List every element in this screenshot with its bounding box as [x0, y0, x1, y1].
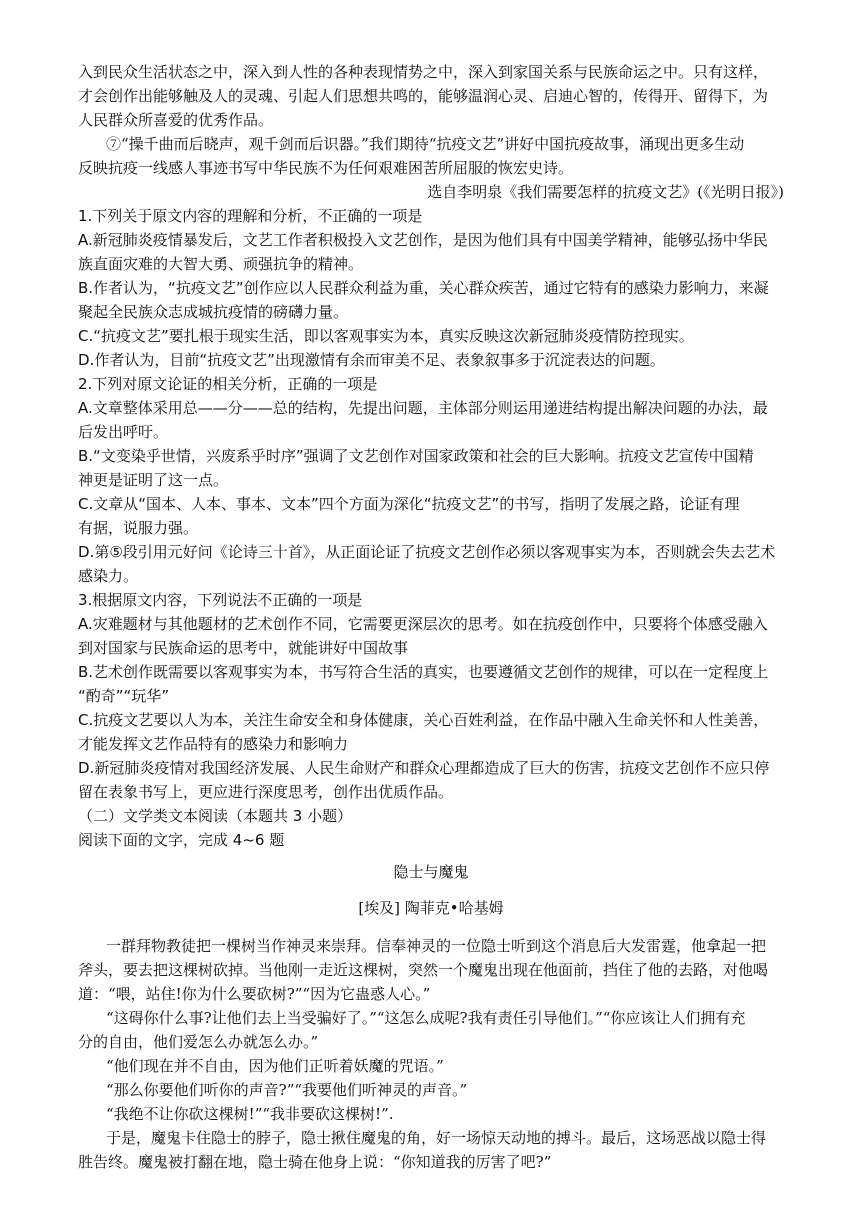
question-line: A.新冠肺炎疫情暴发后，文艺工作者积极投入文艺创作，是因为他们具有中国美学精神，能够弘扬中华民 — [78, 231, 768, 249]
story-line: 一群拜物教徒把一棵树当作神灵来崇拜。信奉神灵的一位隐士听到这个消息后大发雷霆，他拿起一把 — [106, 937, 767, 955]
story-line: “那么你要他们听你的声音?”“我要他们听神灵的声音。” — [106, 1081, 468, 1099]
question-line: B.“文变染乎世情，兴废系乎时序”强调了文艺创作对国家政策和社会的巨大影响。抗疫文艺宣传中国精 — [78, 447, 754, 465]
source-citation: 选自李明泉《我们需要怎样的抗疫文艺》(《光明日报》) — [427, 183, 784, 201]
question-line: C.抗疫文艺要以人为本，关注生命安全和身体健康，关心百姓利益，在作品中融入生命关怀和人性美善， — [78, 711, 769, 729]
story-line: 道：“喂，站住!你为什么要砍树?”“因为它蛊惑人心。” — [78, 985, 431, 1003]
question-line: 聚起全民族众志成城抗疫情的磅礴力量。 — [78, 303, 349, 321]
question-line: A.灾难题材与其他题材的艺术创作不同，它需要更深层次的思考。如在抗疫创作中，只要将个体感受融入 — [78, 615, 768, 633]
question-line: 3.根据原文内容，下列说法不正确的一项是 — [78, 591, 363, 609]
story-line: 分的自由，他们爱怎么办就怎么办。” — [78, 1033, 319, 1051]
story-author: [埃及] 陶菲克•哈基姆 — [358, 899, 504, 917]
question-line: B.艺术创作既需要以客观事实为本，书写符合生活的真实，也要遵循文艺创作的规律，可以在一定程度上 — [78, 663, 769, 681]
story-line: 斧头，要去把这棵树砍掉。当他刚一走近这棵树，突然一个魔鬼出现在他面前，挡住了他的去路，对他喝 — [78, 961, 769, 979]
question-line: 2.下列对原文论证的相关分析，正确的一项是 — [78, 375, 378, 393]
question-line: A.文章整体采用总——分——总的结构，先提出问题，主体部分则运用递进结构提出解决问题的办法，最 — [78, 399, 768, 417]
question-line: 有据，说服力强。 — [78, 519, 199, 537]
question-line: B.作者认为，“抗疫文艺”创作应以人民群众利益为重，关心群众疾苦，通过它特有的感染力影响力，来凝 — [78, 279, 769, 297]
question-line: 感染力。 — [78, 567, 139, 585]
question-line: 留在表象书写上，更应进行深度思考，创作出优质作品。 — [78, 783, 454, 801]
question-line: 神更是证明了这一点。 — [78, 471, 229, 489]
story-title: 隐士与魔鬼 — [393, 863, 469, 881]
question-line: 1.下列关于原文内容的理解和分析，不正确的一项是 — [78, 207, 423, 225]
question-line: 后发出呼吁。 — [78, 423, 169, 441]
section-heading: （二）文学类文本阅读（本题共 3 小题） — [78, 807, 353, 825]
passage-line: 入到民众生活状态之中，深入到人性的各种表现情势之中，深入到家国关系与民族命运之中。只有这样， — [78, 63, 769, 81]
question-line: D.第⑤段引用元好问《论诗三十首》，从正面论证了抗疫文艺创作必须以客观事实为本，否则就会失去艺术 — [78, 543, 776, 561]
question-line: D.作者认为，目前“抗疫文艺”出现激情有余而审美不足、表象叙事多于沉淀表达的问题。 — [78, 351, 665, 369]
story-line: 胜告终。魔鬼被打翻在地，隐士骑在他身上说：“你知道我的厉害了吧?” — [78, 1153, 552, 1171]
question-line: 到对国家与民族命运的思考中，就能讲好中国故事 — [78, 639, 409, 657]
passage-line: 人民群众所喜爱的优秀作品。 — [78, 111, 274, 129]
story-line: 于是，魔鬼卡住隐士的脖子，隐士揪住魔鬼的角，好一场惊天动地的搏斗。最后，这场恶战以隐士得 — [106, 1129, 767, 1147]
passage-line: ⑦“操千曲而后晓声，观千剑而后识器。”我们期待“抗疫文艺”讲好中国抗疫故事，涌现出更多生动 — [106, 135, 745, 153]
question-line: D.新冠肺炎疫情对我国经济发展、人民生命财产和群众心理都造成了巨大的伤害，抗疫文艺创作不应只停 — [78, 759, 770, 777]
question-line: C.“抗疫文艺”要扎根于现实生活，即以客观事实为本，真实反映这次新冠肺炎疫情防控现实。 — [78, 327, 694, 345]
passage-line: 反映抗疫一线感人事迹书写中华民族不为任何艰难困苦所屈服的恢宏史诗。 — [78, 159, 574, 177]
question-line: “酌奇”“玩华” — [78, 687, 170, 705]
question-line: C.文章从“国本、人本、事本、文本”四个方面为深化“抗疫文艺”的书写，指明了发展之路，论证有理 — [78, 495, 740, 513]
story-line: “这碍你什么事?让他们去上当受骗好了。”“这怎么成呢?我有责任引导他们。”“你应该让人们拥有充 — [106, 1009, 746, 1027]
passage-line: 才会创作出能够触及人的灵魂、引起人们思想共鸣的，能够温润心灵、启迪心智的，传得开、留得下，为 — [78, 87, 769, 105]
section-instruction: 阅读下面的文字，完成 4~6 题 — [78, 831, 285, 849]
story-line: “我绝不让你砍这棵树!”“我非要砍这棵树!”. — [106, 1105, 394, 1123]
question-line: 族直面灾难的大智大勇、顽强抗争的精神。 — [78, 255, 364, 273]
story-line: “他们现在并不自由，因为他们正听着妖魔的咒语。” — [106, 1057, 444, 1075]
question-line: 才能发挥文艺作品特有的感染力和影响力 — [78, 735, 349, 753]
